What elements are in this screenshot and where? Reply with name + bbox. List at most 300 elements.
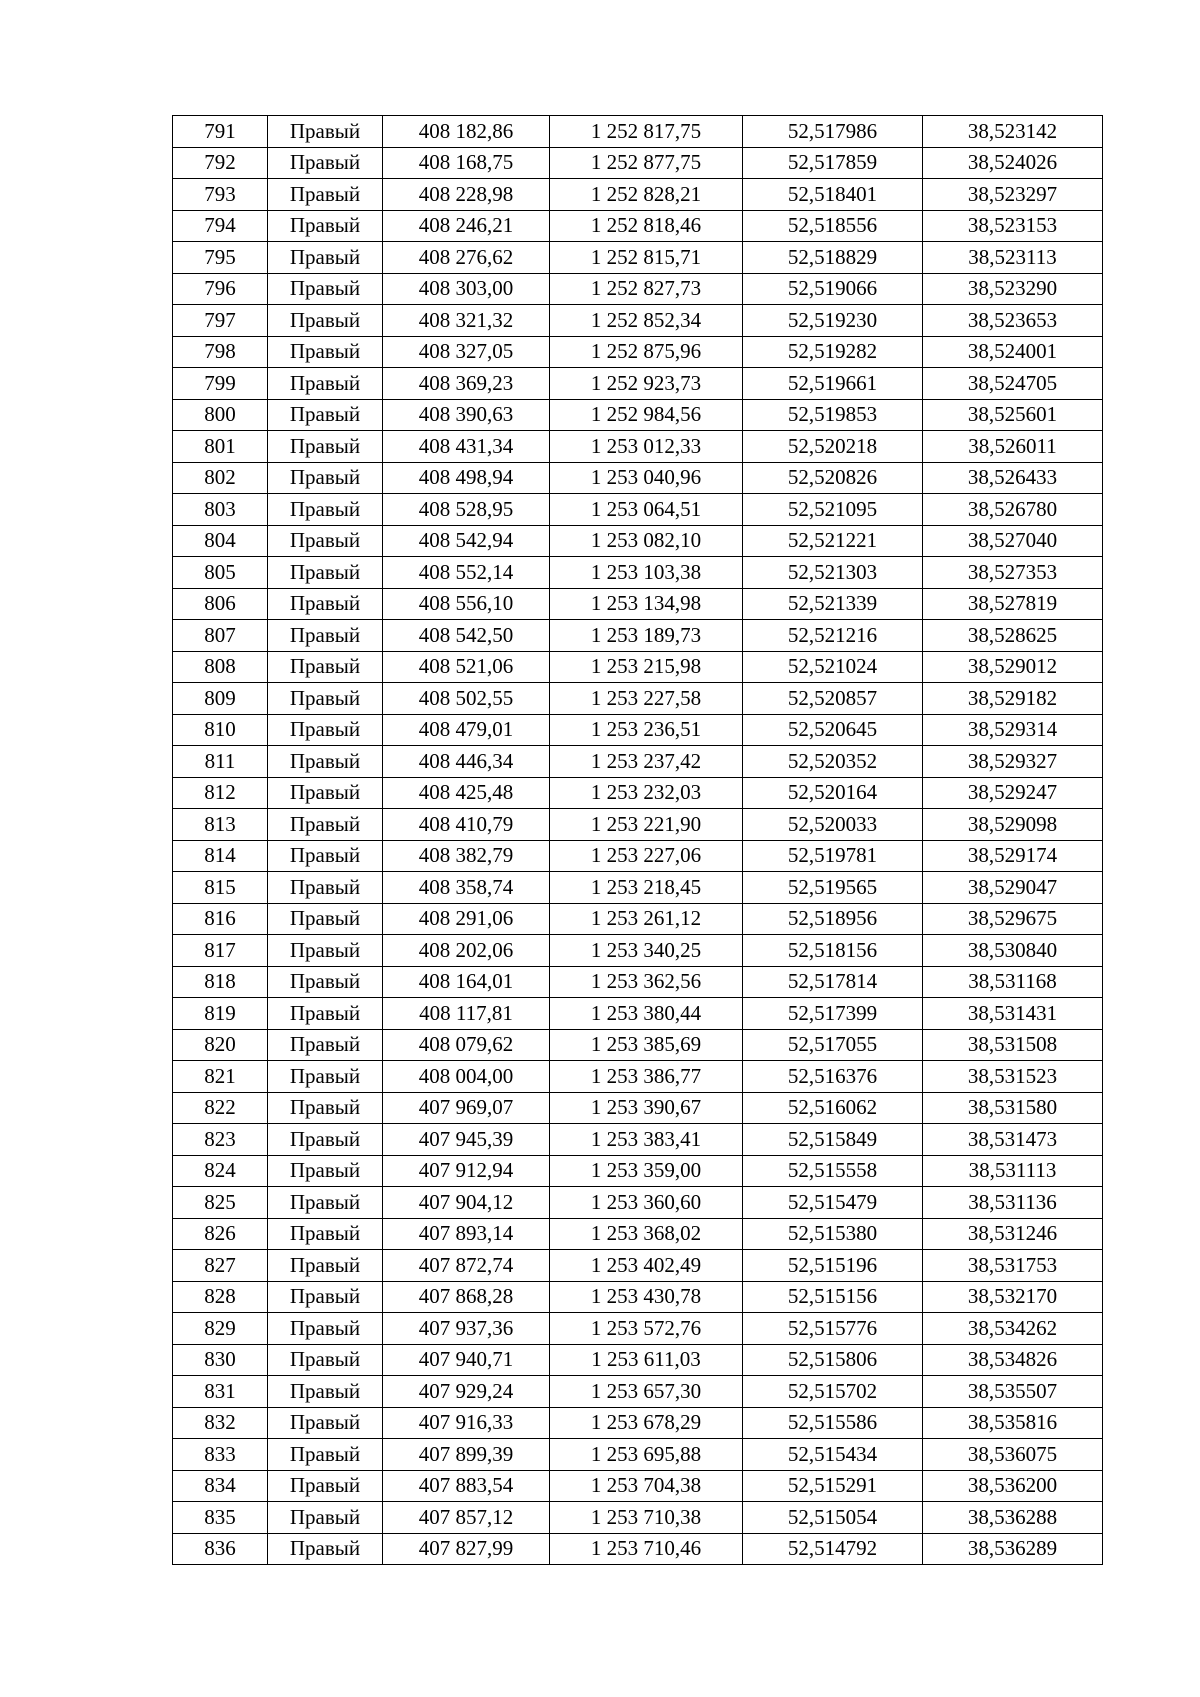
- latitude-cell: 52,515156: [743, 1281, 923, 1313]
- side-cell: Правый: [268, 242, 383, 274]
- y-coordinate-cell: 1 253 430,78: [550, 1281, 743, 1313]
- side-cell: Правый: [268, 305, 383, 337]
- side-cell: Правый: [268, 1250, 383, 1282]
- latitude-cell: 52,520826: [743, 462, 923, 494]
- table-row: [173, 809, 1103, 841]
- y-coordinate-cell: 1 253 695,88: [550, 1439, 743, 1471]
- table-row: [173, 998, 1103, 1030]
- x-coordinate-cell: 408 410,79: [383, 809, 550, 841]
- y-coordinate-cell: 1 253 064,51: [550, 494, 743, 526]
- latitude-cell: 52,518956: [743, 903, 923, 935]
- longitude-cell: 38,527819: [923, 588, 1103, 620]
- y-coordinate-cell: 1 253 189,73: [550, 620, 743, 652]
- table-row: [173, 1061, 1103, 1093]
- table-row: [173, 242, 1103, 274]
- y-coordinate-cell: 1 253 040,96: [550, 462, 743, 494]
- side-cell: Правый: [268, 620, 383, 652]
- y-coordinate-cell: 1 253 232,03: [550, 777, 743, 809]
- longitude-cell: 38,534826: [923, 1344, 1103, 1376]
- point-number-cell: 814: [173, 840, 268, 872]
- point-number-cell: 833: [173, 1439, 268, 1471]
- y-coordinate-cell: 1 252 828,21: [550, 179, 743, 211]
- table-row: [173, 1313, 1103, 1345]
- y-coordinate-cell: 1 253 572,76: [550, 1313, 743, 1345]
- side-cell: Правый: [268, 336, 383, 368]
- side-cell: Правый: [268, 1187, 383, 1219]
- x-coordinate-cell: 407 883,54: [383, 1470, 550, 1502]
- side-cell: Правый: [268, 840, 383, 872]
- latitude-cell: 52,517859: [743, 147, 923, 179]
- x-coordinate-cell: 407 868,28: [383, 1281, 550, 1313]
- side-cell: Правый: [268, 1061, 383, 1093]
- table-row: [173, 777, 1103, 809]
- latitude-cell: 52,521216: [743, 620, 923, 652]
- x-coordinate-cell: 408 425,48: [383, 777, 550, 809]
- y-coordinate-cell: 1 253 359,00: [550, 1155, 743, 1187]
- point-number-cell: 799: [173, 368, 268, 400]
- longitude-cell: 38,529047: [923, 872, 1103, 904]
- y-coordinate-cell: 1 253 380,44: [550, 998, 743, 1030]
- point-number-cell: 807: [173, 620, 268, 652]
- point-number-cell: 822: [173, 1092, 268, 1124]
- table-row: [173, 872, 1103, 904]
- longitude-cell: 38,535507: [923, 1376, 1103, 1408]
- longitude-cell: 38,526433: [923, 462, 1103, 494]
- table-row: [173, 1407, 1103, 1439]
- latitude-cell: 52,514792: [743, 1533, 923, 1565]
- table-row: [173, 305, 1103, 337]
- y-coordinate-cell: 1 253 134,98: [550, 588, 743, 620]
- latitude-cell: 52,521024: [743, 651, 923, 683]
- longitude-cell: 38,523153: [923, 210, 1103, 242]
- table-row: [173, 399, 1103, 431]
- longitude-cell: 38,525601: [923, 399, 1103, 431]
- point-number-cell: 795: [173, 242, 268, 274]
- longitude-cell: 38,529182: [923, 683, 1103, 715]
- x-coordinate-cell: 407 937,36: [383, 1313, 550, 1345]
- table-row: [173, 1155, 1103, 1187]
- x-coordinate-cell: 408 431,34: [383, 431, 550, 463]
- table-row: [173, 1439, 1103, 1471]
- point-number-cell: 808: [173, 651, 268, 683]
- side-cell: Правый: [268, 1407, 383, 1439]
- y-coordinate-cell: 1 253 218,45: [550, 872, 743, 904]
- side-cell: Правый: [268, 683, 383, 715]
- point-number-cell: 817: [173, 935, 268, 967]
- side-cell: Правый: [268, 903, 383, 935]
- side-cell: Правый: [268, 462, 383, 494]
- y-coordinate-cell: 1 253 402,49: [550, 1250, 743, 1282]
- y-coordinate-cell: 1 252 817,75: [550, 116, 743, 148]
- latitude-cell: 52,516062: [743, 1092, 923, 1124]
- longitude-cell: 38,527040: [923, 525, 1103, 557]
- latitude-cell: 52,520164: [743, 777, 923, 809]
- point-number-cell: 813: [173, 809, 268, 841]
- latitude-cell: 52,518556: [743, 210, 923, 242]
- x-coordinate-cell: 408 004,00: [383, 1061, 550, 1093]
- table-row: [173, 494, 1103, 526]
- y-coordinate-cell: 1 253 215,98: [550, 651, 743, 683]
- y-coordinate-cell: 1 253 360,60: [550, 1187, 743, 1219]
- latitude-cell: 52,520352: [743, 746, 923, 778]
- x-coordinate-cell: 408 446,34: [383, 746, 550, 778]
- x-coordinate-cell: 408 498,94: [383, 462, 550, 494]
- y-coordinate-cell: 1 253 390,67: [550, 1092, 743, 1124]
- latitude-cell: 52,515196: [743, 1250, 923, 1282]
- x-coordinate-cell: 408 542,94: [383, 525, 550, 557]
- point-number-cell: 820: [173, 1029, 268, 1061]
- table-row: [173, 746, 1103, 778]
- side-cell: Правый: [268, 147, 383, 179]
- side-cell: Правый: [268, 399, 383, 431]
- side-cell: Правый: [268, 210, 383, 242]
- x-coordinate-cell: 408 528,95: [383, 494, 550, 526]
- point-number-cell: 803: [173, 494, 268, 526]
- longitude-cell: 38,526780: [923, 494, 1103, 526]
- point-number-cell: 804: [173, 525, 268, 557]
- table-row: [173, 1376, 1103, 1408]
- longitude-cell: 38,530840: [923, 935, 1103, 967]
- side-cell: Правый: [268, 1092, 383, 1124]
- table-row: [173, 1124, 1103, 1156]
- x-coordinate-cell: 408 117,81: [383, 998, 550, 1030]
- latitude-cell: 52,515702: [743, 1376, 923, 1408]
- point-number-cell: 815: [173, 872, 268, 904]
- x-coordinate-cell: 408 542,50: [383, 620, 550, 652]
- x-coordinate-cell: 408 327,05: [383, 336, 550, 368]
- latitude-cell: 52,521095: [743, 494, 923, 526]
- y-coordinate-cell: 1 253 362,56: [550, 966, 743, 998]
- side-cell: Правый: [268, 1344, 383, 1376]
- longitude-cell: 38,536200: [923, 1470, 1103, 1502]
- table-row: [173, 462, 1103, 494]
- y-coordinate-cell: 1 253 704,38: [550, 1470, 743, 1502]
- point-number-cell: 823: [173, 1124, 268, 1156]
- latitude-cell: 52,519066: [743, 273, 923, 305]
- point-number-cell: 791: [173, 116, 268, 148]
- x-coordinate-cell: 408 369,23: [383, 368, 550, 400]
- y-coordinate-cell: 1 253 657,30: [550, 1376, 743, 1408]
- y-coordinate-cell: 1 252 815,71: [550, 242, 743, 274]
- point-number-cell: 826: [173, 1218, 268, 1250]
- longitude-cell: 38,523290: [923, 273, 1103, 305]
- latitude-cell: 52,515291: [743, 1470, 923, 1502]
- side-cell: Правый: [268, 651, 383, 683]
- x-coordinate-cell: 408 556,10: [383, 588, 550, 620]
- y-coordinate-cell: 1 253 340,25: [550, 935, 743, 967]
- x-coordinate-cell: 408 228,98: [383, 179, 550, 211]
- side-cell: Правый: [268, 1533, 383, 1565]
- side-cell: Правый: [268, 714, 383, 746]
- x-coordinate-cell: 408 479,01: [383, 714, 550, 746]
- table-row: [173, 1218, 1103, 1250]
- x-coordinate-cell: 407 857,12: [383, 1502, 550, 1534]
- x-coordinate-cell: 408 276,62: [383, 242, 550, 274]
- point-number-cell: 819: [173, 998, 268, 1030]
- x-coordinate-cell: 407 872,74: [383, 1250, 550, 1282]
- y-coordinate-cell: 1 252 877,75: [550, 147, 743, 179]
- latitude-cell: 52,520033: [743, 809, 923, 841]
- point-number-cell: 800: [173, 399, 268, 431]
- latitude-cell: 52,517055: [743, 1029, 923, 1061]
- side-cell: Правый: [268, 777, 383, 809]
- x-coordinate-cell: 408 246,21: [383, 210, 550, 242]
- table-row: [173, 147, 1103, 179]
- point-number-cell: 835: [173, 1502, 268, 1534]
- point-number-cell: 825: [173, 1187, 268, 1219]
- x-coordinate-cell: 407 929,24: [383, 1376, 550, 1408]
- longitude-cell: 38,529675: [923, 903, 1103, 935]
- x-coordinate-cell: 408 552,14: [383, 557, 550, 589]
- longitude-cell: 38,523113: [923, 242, 1103, 274]
- side-cell: Правый: [268, 809, 383, 841]
- x-coordinate-cell: 408 303,00: [383, 273, 550, 305]
- point-number-cell: 796: [173, 273, 268, 305]
- y-coordinate-cell: 1 252 818,46: [550, 210, 743, 242]
- side-cell: Правый: [268, 1218, 383, 1250]
- table-row: [173, 210, 1103, 242]
- y-coordinate-cell: 1 253 611,03: [550, 1344, 743, 1376]
- point-number-cell: 797: [173, 305, 268, 337]
- latitude-cell: 52,519853: [743, 399, 923, 431]
- longitude-cell: 38,534262: [923, 1313, 1103, 1345]
- latitude-cell: 52,519282: [743, 336, 923, 368]
- latitude-cell: 52,515054: [743, 1502, 923, 1534]
- side-cell: Правый: [268, 1155, 383, 1187]
- latitude-cell: 52,515558: [743, 1155, 923, 1187]
- point-number-cell: 827: [173, 1250, 268, 1282]
- point-number-cell: 798: [173, 336, 268, 368]
- table-row: [173, 683, 1103, 715]
- table-row: [173, 1502, 1103, 1534]
- y-coordinate-cell: 1 253 678,29: [550, 1407, 743, 1439]
- side-cell: Правый: [268, 1029, 383, 1061]
- y-coordinate-cell: 1 252 984,56: [550, 399, 743, 431]
- y-coordinate-cell: 1 252 923,73: [550, 368, 743, 400]
- longitude-cell: 38,529012: [923, 651, 1103, 683]
- latitude-cell: 52,515434: [743, 1439, 923, 1471]
- table-row: [173, 1250, 1103, 1282]
- y-coordinate-cell: 1 253 368,02: [550, 1218, 743, 1250]
- x-coordinate-cell: 408 382,79: [383, 840, 550, 872]
- x-coordinate-cell: 408 521,06: [383, 651, 550, 683]
- x-coordinate-cell: 408 182,86: [383, 116, 550, 148]
- longitude-cell: 38,523297: [923, 179, 1103, 211]
- x-coordinate-cell: 408 079,62: [383, 1029, 550, 1061]
- longitude-cell: 38,536288: [923, 1502, 1103, 1534]
- side-cell: Правый: [268, 746, 383, 778]
- point-number-cell: 830: [173, 1344, 268, 1376]
- longitude-cell: 38,529098: [923, 809, 1103, 841]
- table-row: [173, 368, 1103, 400]
- longitude-cell: 38,531136: [923, 1187, 1103, 1219]
- latitude-cell: 52,515380: [743, 1218, 923, 1250]
- longitude-cell: 38,531753: [923, 1250, 1103, 1282]
- y-coordinate-cell: 1 253 385,69: [550, 1029, 743, 1061]
- y-coordinate-cell: 1 252 875,96: [550, 336, 743, 368]
- side-cell: Правый: [268, 1313, 383, 1345]
- x-coordinate-cell: 408 164,01: [383, 966, 550, 998]
- x-coordinate-cell: 408 168,75: [383, 147, 550, 179]
- table-row: [173, 431, 1103, 463]
- longitude-cell: 38,531580: [923, 1092, 1103, 1124]
- x-coordinate-cell: 407 827,99: [383, 1533, 550, 1565]
- table-row: [173, 1281, 1103, 1313]
- side-cell: Правый: [268, 872, 383, 904]
- table-row: [173, 179, 1103, 211]
- longitude-cell: 38,529247: [923, 777, 1103, 809]
- x-coordinate-cell: 407 893,14: [383, 1218, 550, 1250]
- x-coordinate-cell: 408 321,32: [383, 305, 550, 337]
- x-coordinate-cell: 408 202,06: [383, 935, 550, 967]
- side-cell: Правый: [268, 1439, 383, 1471]
- latitude-cell: 52,517399: [743, 998, 923, 1030]
- side-cell: Правый: [268, 273, 383, 305]
- latitude-cell: 52,515586: [743, 1407, 923, 1439]
- table-row: [173, 1344, 1103, 1376]
- point-number-cell: 824: [173, 1155, 268, 1187]
- latitude-cell: 52,520857: [743, 683, 923, 715]
- longitude-cell: 38,531473: [923, 1124, 1103, 1156]
- latitude-cell: 52,521339: [743, 588, 923, 620]
- longitude-cell: 38,531168: [923, 966, 1103, 998]
- y-coordinate-cell: 1 253 710,38: [550, 1502, 743, 1534]
- y-coordinate-cell: 1 253 383,41: [550, 1124, 743, 1156]
- longitude-cell: 38,536289: [923, 1533, 1103, 1565]
- longitude-cell: 38,531113: [923, 1155, 1103, 1187]
- x-coordinate-cell: 407 940,71: [383, 1344, 550, 1376]
- longitude-cell: 38,531431: [923, 998, 1103, 1030]
- table-row: [173, 903, 1103, 935]
- table-row: [173, 273, 1103, 305]
- table-row: [173, 1092, 1103, 1124]
- point-number-cell: 794: [173, 210, 268, 242]
- x-coordinate-cell: 408 291,06: [383, 903, 550, 935]
- longitude-cell: 38,531246: [923, 1218, 1103, 1250]
- point-number-cell: 834: [173, 1470, 268, 1502]
- point-number-cell: 805: [173, 557, 268, 589]
- longitude-cell: 38,536075: [923, 1439, 1103, 1471]
- latitude-cell: 52,517986: [743, 116, 923, 148]
- point-number-cell: 811: [173, 746, 268, 778]
- longitude-cell: 38,527353: [923, 557, 1103, 589]
- point-number-cell: 801: [173, 431, 268, 463]
- table-row: [173, 620, 1103, 652]
- table-row: [173, 1029, 1103, 1061]
- longitude-cell: 38,529174: [923, 840, 1103, 872]
- y-coordinate-cell: 1 253 227,06: [550, 840, 743, 872]
- side-cell: Правый: [268, 966, 383, 998]
- point-number-cell: 793: [173, 179, 268, 211]
- longitude-cell: 38,529314: [923, 714, 1103, 746]
- side-cell: Правый: [268, 588, 383, 620]
- y-coordinate-cell: 1 252 827,73: [550, 273, 743, 305]
- longitude-cell: 38,528625: [923, 620, 1103, 652]
- point-number-cell: 821: [173, 1061, 268, 1093]
- side-cell: Правый: [268, 116, 383, 148]
- point-number-cell: 809: [173, 683, 268, 715]
- point-number-cell: 818: [173, 966, 268, 998]
- point-number-cell: 831: [173, 1376, 268, 1408]
- latitude-cell: 52,519565: [743, 872, 923, 904]
- longitude-cell: 38,524001: [923, 336, 1103, 368]
- longitude-cell: 38,524026: [923, 147, 1103, 179]
- latitude-cell: 52,518401: [743, 179, 923, 211]
- x-coordinate-cell: 407 916,33: [383, 1407, 550, 1439]
- latitude-cell: 52,515849: [743, 1124, 923, 1156]
- coordinates-table: [172, 115, 1103, 1565]
- point-number-cell: 810: [173, 714, 268, 746]
- y-coordinate-cell: 1 253 261,12: [550, 903, 743, 935]
- y-coordinate-cell: 1 253 082,10: [550, 525, 743, 557]
- side-cell: Правый: [268, 525, 383, 557]
- y-coordinate-cell: 1 253 710,46: [550, 1533, 743, 1565]
- longitude-cell: 38,531508: [923, 1029, 1103, 1061]
- point-number-cell: 802: [173, 462, 268, 494]
- y-coordinate-cell: 1 253 236,51: [550, 714, 743, 746]
- table-row: [173, 116, 1103, 148]
- point-number-cell: 816: [173, 903, 268, 935]
- point-number-cell: 829: [173, 1313, 268, 1345]
- table-row: [173, 1470, 1103, 1502]
- y-coordinate-cell: 1 253 103,38: [550, 557, 743, 589]
- latitude-cell: 52,516376: [743, 1061, 923, 1093]
- table-row: [173, 1187, 1103, 1219]
- table-row: [173, 1533, 1103, 1565]
- latitude-cell: 52,515776: [743, 1313, 923, 1345]
- point-number-cell: 836: [173, 1533, 268, 1565]
- side-cell: Правый: [268, 1470, 383, 1502]
- longitude-cell: 38,526011: [923, 431, 1103, 463]
- latitude-cell: 52,520218: [743, 431, 923, 463]
- latitude-cell: 52,515479: [743, 1187, 923, 1219]
- latitude-cell: 52,521221: [743, 525, 923, 557]
- latitude-cell: 52,519230: [743, 305, 923, 337]
- x-coordinate-cell: 408 502,55: [383, 683, 550, 715]
- longitude-cell: 38,535816: [923, 1407, 1103, 1439]
- latitude-cell: 52,521303: [743, 557, 923, 589]
- side-cell: Правый: [268, 368, 383, 400]
- y-coordinate-cell: 1 252 852,34: [550, 305, 743, 337]
- longitude-cell: 38,523142: [923, 116, 1103, 148]
- side-cell: Правый: [268, 179, 383, 211]
- table-row: [173, 336, 1103, 368]
- side-cell: Правый: [268, 494, 383, 526]
- latitude-cell: 52,517814: [743, 966, 923, 998]
- table-row: [173, 588, 1103, 620]
- y-coordinate-cell: 1 253 221,90: [550, 809, 743, 841]
- point-number-cell: 832: [173, 1407, 268, 1439]
- x-coordinate-cell: 408 390,63: [383, 399, 550, 431]
- longitude-cell: 38,524705: [923, 368, 1103, 400]
- table-row: [173, 557, 1103, 589]
- side-cell: Правый: [268, 557, 383, 589]
- longitude-cell: 38,531523: [923, 1061, 1103, 1093]
- table-row: [173, 714, 1103, 746]
- side-cell: Правый: [268, 1376, 383, 1408]
- point-number-cell: 828: [173, 1281, 268, 1313]
- table-row: [173, 966, 1103, 998]
- table-row: [173, 935, 1103, 967]
- longitude-cell: 38,523653: [923, 305, 1103, 337]
- table-body: [173, 116, 1103, 1565]
- side-cell: Правый: [268, 935, 383, 967]
- y-coordinate-cell: 1 253 386,77: [550, 1061, 743, 1093]
- longitude-cell: 38,529327: [923, 746, 1103, 778]
- point-number-cell: 812: [173, 777, 268, 809]
- x-coordinate-cell: 407 904,12: [383, 1187, 550, 1219]
- point-number-cell: 806: [173, 588, 268, 620]
